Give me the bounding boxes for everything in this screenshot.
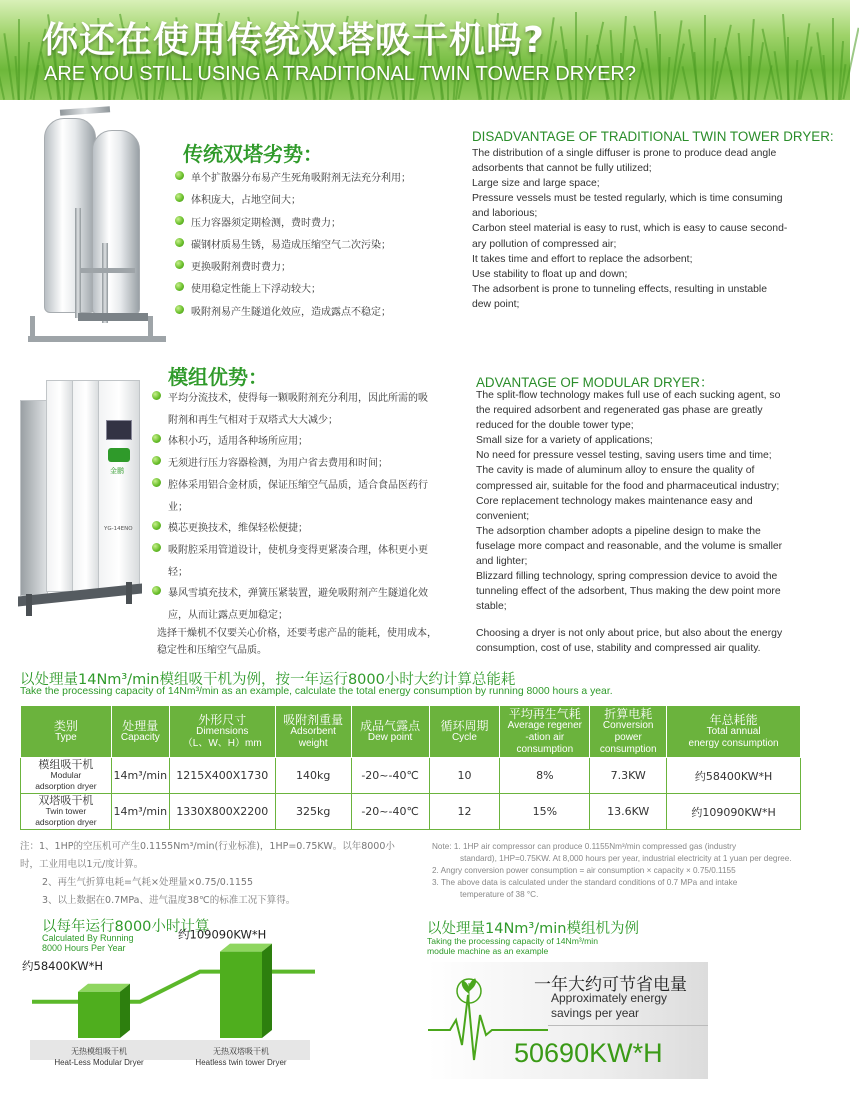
grass-blade bbox=[18, 19, 20, 100]
bar-data-label: 约58400KW*H bbox=[22, 958, 103, 973]
chart-trend-line bbox=[32, 972, 315, 1002]
grass-blade bbox=[24, 42, 30, 100]
table-cell: 约58400KW*H bbox=[667, 758, 801, 794]
column-header: 平均再生气耗 Average regener -ation air consumption bbox=[500, 706, 590, 758]
table-cell: 12 bbox=[429, 794, 500, 830]
bullet-icon bbox=[175, 216, 184, 225]
bar-side bbox=[120, 984, 130, 1038]
disadvantage-line: adsorbents that cannot be fully utilized; bbox=[472, 163, 652, 175]
advantage-item: 无须进行压力容器检测，为用户省去费用和时间； bbox=[152, 453, 457, 475]
disadvantage-heading-en: DISADVANTAGE OF TRADITIONAL TWIN TOWER DRYER: bbox=[472, 129, 834, 144]
column-header: 折算电耗 Conversion power consumption bbox=[590, 706, 667, 758]
bullet-icon bbox=[175, 193, 184, 202]
note-line: 3、以上数据在0.7MPa、进气温度38℃的标准工况下算得。 bbox=[42, 895, 296, 906]
column-header: 循环周期 Cycle bbox=[429, 706, 500, 758]
category-label-en: Heat-Less Modular Dryer bbox=[54, 1058, 144, 1067]
grass-blade bbox=[787, 37, 789, 100]
bullet-icon bbox=[175, 282, 184, 291]
table-cell: 7.3KW bbox=[590, 758, 667, 794]
disadvantage-item: 体积庞大，占地空间大； bbox=[175, 190, 455, 212]
bullet-icon bbox=[152, 478, 161, 487]
advantage-line: reduced for the double tower type; bbox=[476, 420, 634, 432]
disadvantage-item: 单个扩散器分布易产生死角吸附剂无法充分利用； bbox=[175, 168, 455, 190]
advantage-summary-line: consumption, cost of use, stability and compressed air quality. bbox=[476, 643, 761, 655]
table-cell: 约109090KW*H bbox=[667, 794, 801, 830]
note-line: 2、再生气折算电耗=气耗×处理量×0.75/0.1155 bbox=[42, 877, 254, 888]
savings-value: 50690KW*H bbox=[514, 1038, 663, 1068]
table-header-row bbox=[21, 706, 801, 758]
advantage-item: 平均分流技术，使得每一颗吸附剂充分利用，因此所需的吸 附剂和再生气相对于双塔式大大减少； bbox=[152, 388, 457, 431]
grass-blade bbox=[754, 42, 764, 100]
advantage-item: 模芯更换技术，维保轻松便捷； bbox=[152, 518, 457, 540]
notes-en bbox=[432, 841, 832, 901]
disadvantage-line: Carbon steel material is easy to rust, which is easy to cause second- bbox=[472, 223, 788, 235]
grass-blade bbox=[730, 70, 736, 100]
calc-heading-en: Take the processing capacity of 14Nm³/min as an example, calculate the total energy consumption by running 8000 hours a year. bbox=[20, 686, 613, 697]
column-header: 处理量 Capacity bbox=[111, 706, 169, 758]
note-line: 注：1、1HP的空压机可产生0.1155Nm³/min(行业标准)，1HP=0.75KW。以年8000小 bbox=[20, 841, 395, 852]
disadvantage-item: 碳钢材质易生锈，易造成压缩空气二次污染； bbox=[175, 235, 455, 257]
bullet-icon bbox=[152, 391, 161, 400]
comparison-table bbox=[20, 705, 801, 830]
advantage-list-cn bbox=[152, 388, 457, 627]
advantage-line: The adsorption chamber adopts a pipeline design to make the bbox=[476, 525, 761, 537]
disadvantage-heading-cn: 传统双塔劣势： bbox=[183, 142, 323, 166]
table-row bbox=[21, 758, 801, 794]
table-body bbox=[21, 758, 801, 830]
bar bbox=[78, 992, 120, 1038]
advantage-summary-line: 稳定性和压缩空气品质。 bbox=[157, 645, 267, 656]
advantage-item: 腔体采用铝合金材质，保证压缩空气品质，适合食品医药行 业； bbox=[152, 475, 457, 518]
table-cell: 1215X400X1730 bbox=[169, 758, 275, 794]
bar-side bbox=[262, 944, 272, 1038]
bullet-icon bbox=[175, 260, 184, 269]
advantage-line: compressed air, suitable for the food and pharmaceutical industry; bbox=[476, 480, 780, 492]
savings-label-en-1: Approximately energy bbox=[551, 991, 668, 1005]
bullet-icon bbox=[152, 521, 161, 530]
disadvantage-line: The adsorbent is prone to tunneling effects, resulting in unstable bbox=[472, 283, 767, 295]
advantage-line: stable; bbox=[476, 601, 507, 613]
savings-heading-en-1: Taking the processing capacity of 14Nm³/min bbox=[427, 936, 598, 946]
column-header: 吸附剂重量 Adsorbent weight bbox=[275, 706, 351, 758]
table-cell: 325kg bbox=[275, 794, 351, 830]
module-label: YG-14ENO bbox=[104, 526, 133, 532]
table-cell: 14m³/min bbox=[111, 758, 169, 794]
bar-data-label: 约109090KW*H bbox=[178, 927, 267, 942]
grass-blade bbox=[810, 69, 818, 100]
table-cell: 15% bbox=[500, 794, 590, 830]
table-cell: -20~-40℃ bbox=[351, 758, 429, 794]
advantage-line: No need for pressure vessel testing, saving users time and time; bbox=[476, 450, 772, 462]
advantage-heading-en: ADVANTAGE OF MODULAR DRYER： bbox=[476, 375, 714, 390]
advantage-text-en bbox=[476, 388, 819, 614]
table-cell: 13.6KW bbox=[590, 794, 667, 830]
bullet-icon bbox=[152, 586, 161, 595]
disadvantage-line: The distribution of a single diffuser is prone to produce dead angle bbox=[472, 148, 777, 159]
page-title: 你还在使用传统双塔吸干机吗? bbox=[42, 20, 545, 61]
advantage-line: Core replacement technology makes maintenance easy and bbox=[476, 495, 753, 507]
grass-blade bbox=[575, 12, 577, 100]
column-header: 成品气露点 Dew point bbox=[351, 706, 429, 758]
column-header: 类别 Type bbox=[21, 706, 112, 758]
disadvantage-line: Use stability to float up and down; bbox=[472, 268, 628, 280]
advantage-line: The split-flow technology makes full use of each sucking agent, so bbox=[476, 390, 781, 401]
table-cell: 双塔吸干机 Twin tower adsorption dryer bbox=[21, 794, 112, 830]
disadvantage-line: dew point; bbox=[472, 298, 520, 310]
table-cell: 8% bbox=[500, 758, 590, 794]
savings-heading-cn: 以处理量14Nm³/min模组机为例 bbox=[427, 921, 639, 937]
savings-label-en-2: savings per year bbox=[551, 1006, 640, 1020]
category-label-en: Heatless twin tower Dryer bbox=[195, 1058, 287, 1067]
bullet-icon bbox=[152, 543, 161, 552]
advantage-item: 暴风雪填充技术，弹簧压紧装置，避免吸附剂产生隧道化效 应，从而让露点更加稳定； bbox=[152, 583, 457, 626]
bar bbox=[220, 952, 262, 1038]
grass-blade bbox=[832, 18, 834, 100]
category-label: 无热模组吸干机 bbox=[71, 1047, 127, 1056]
chart-title: 以每年运行8000小时计算 bbox=[42, 919, 210, 935]
savings-heading-en-2: module machine as an example bbox=[427, 946, 549, 956]
table-cell: 140kg bbox=[275, 758, 351, 794]
advantage-line: fuselage more compact and reasonable, and the volume is smaller bbox=[476, 540, 783, 552]
bullet-icon bbox=[152, 456, 161, 465]
page-subtitle: ARE YOU STILL USING A TRADITIONAL TWIN TOWER DRYER? bbox=[44, 63, 636, 85]
bullet-icon bbox=[152, 434, 161, 443]
disadvantage-item: 更换吸附剂费时费力； bbox=[175, 257, 455, 279]
table-cell: 10 bbox=[429, 758, 500, 794]
advantage-line: Blizzard filling technology, spring compression device to avoid the bbox=[476, 571, 778, 583]
bullet-icon bbox=[175, 238, 184, 247]
advantage-summary-en bbox=[476, 626, 826, 656]
note-line: standard), 1HP=0.75KW. At 8,000 hours per year, industrial electricity at 1 yuan per degree. bbox=[460, 854, 792, 863]
category-label: 无热双塔吸干机 bbox=[213, 1047, 269, 1056]
note-line: 时，工业用电以1元/度计算。 bbox=[20, 859, 144, 870]
advantage-line: the required adsorbent and regenerated gas phase are greatly bbox=[476, 405, 763, 417]
module-brand: 金鹏 bbox=[110, 467, 124, 475]
disadvantage-line: ary pollution of compressed air; bbox=[472, 238, 617, 250]
savings-divider bbox=[548, 1025, 708, 1026]
calc-heading-cn: 以处理量14Nm³/min模组吸干机为例，按一年运行8000小时大约计算总能耗 bbox=[20, 672, 516, 688]
disadvantage-line: Large size and large space; bbox=[472, 178, 600, 190]
table-row bbox=[21, 794, 801, 830]
advantage-summary-line: 选择干燥机不仅要关心价格，还要考虑产品的能耗，使用成本， bbox=[157, 628, 437, 639]
chart-subtitle: Calculated By Running 8000 Hours Per Year bbox=[42, 933, 134, 953]
note-line: 3. The above data is calculated under the standard conditions of 0.7 MPa and intake bbox=[432, 878, 738, 887]
advantage-line: and lighter; bbox=[476, 556, 528, 568]
advantage-summary-cn bbox=[157, 625, 462, 659]
advantage-summary-line: Choosing a dryer is not only about price, but also about the energy bbox=[476, 628, 783, 639]
advantage-line: tunneling effect of the adsorbent, Thus making the dew point more bbox=[476, 586, 781, 598]
advantage-item: 吸附腔采用管道设计，使机身变得更紧凑合理，体积更小更 轻； bbox=[152, 540, 457, 583]
grass-blade bbox=[682, 66, 691, 100]
disadvantage-text-en bbox=[472, 146, 817, 312]
disadvantage-item: 吸附剂易产生隧道化效应，造成露点不稳定； bbox=[175, 302, 455, 324]
column-header: 外形尺寸 Dimensions （L、W、H）mm bbox=[169, 706, 275, 758]
note-line: 2. Angry conversion power consumption = air consumption × capacity × 0.75/0.1155 bbox=[432, 866, 736, 875]
modular-dryer-image bbox=[18, 376, 148, 624]
disadvantage-item: 压力容器须定期检测，费时费力； bbox=[175, 213, 455, 235]
table-cell: 1330X800X2200 bbox=[169, 794, 275, 830]
table-cell: -20~-40℃ bbox=[351, 794, 429, 830]
bullet-icon bbox=[175, 171, 184, 180]
table-cell: 模组吸干机 Modular adsorption dryer bbox=[21, 758, 112, 794]
grass-blade bbox=[659, 34, 661, 100]
grass-blade bbox=[704, 15, 706, 100]
note-line: Note: 1. 1HP air compressor can produce 0.1155Nm³/min compressed gas (industry bbox=[432, 842, 737, 851]
disadvantage-line: It takes time and effort to replace the adsorbent; bbox=[472, 253, 693, 265]
advantage-line: convenient; bbox=[476, 510, 530, 522]
table-cell: 14m³/min bbox=[111, 794, 169, 830]
disadvantage-list-cn bbox=[175, 168, 455, 324]
advantage-item: 体积小巧，适用各种场所应用； bbox=[152, 431, 457, 453]
grass-blade bbox=[738, 33, 745, 100]
column-header: 年总耗能 Total annual energy consumption bbox=[667, 706, 801, 758]
advantage-heading-cn: 模组优势： bbox=[168, 365, 268, 389]
disadvantage-line: and laborious; bbox=[472, 208, 538, 220]
grass-blade bbox=[3, 33, 14, 100]
notes-cn bbox=[20, 838, 450, 910]
twin-tower-dryer-image bbox=[20, 108, 170, 358]
grass-blade bbox=[0, 70, 5, 100]
disadvantage-line: Pressure vessels must be tested regularly, which is time consuming bbox=[472, 193, 783, 205]
advantage-line: The cavity is made of aluminum alloy to ensure the quality of bbox=[476, 465, 755, 477]
bullet-icon bbox=[175, 305, 184, 314]
savings-label-cn: 一年大约可节省电量 bbox=[534, 975, 687, 995]
advantage-line: Small size for a variety of applications; bbox=[476, 435, 653, 447]
note-line: temperature of 38 °C. bbox=[460, 890, 539, 899]
disadvantage-item: 使用稳定性能上下浮动较大； bbox=[175, 279, 455, 301]
